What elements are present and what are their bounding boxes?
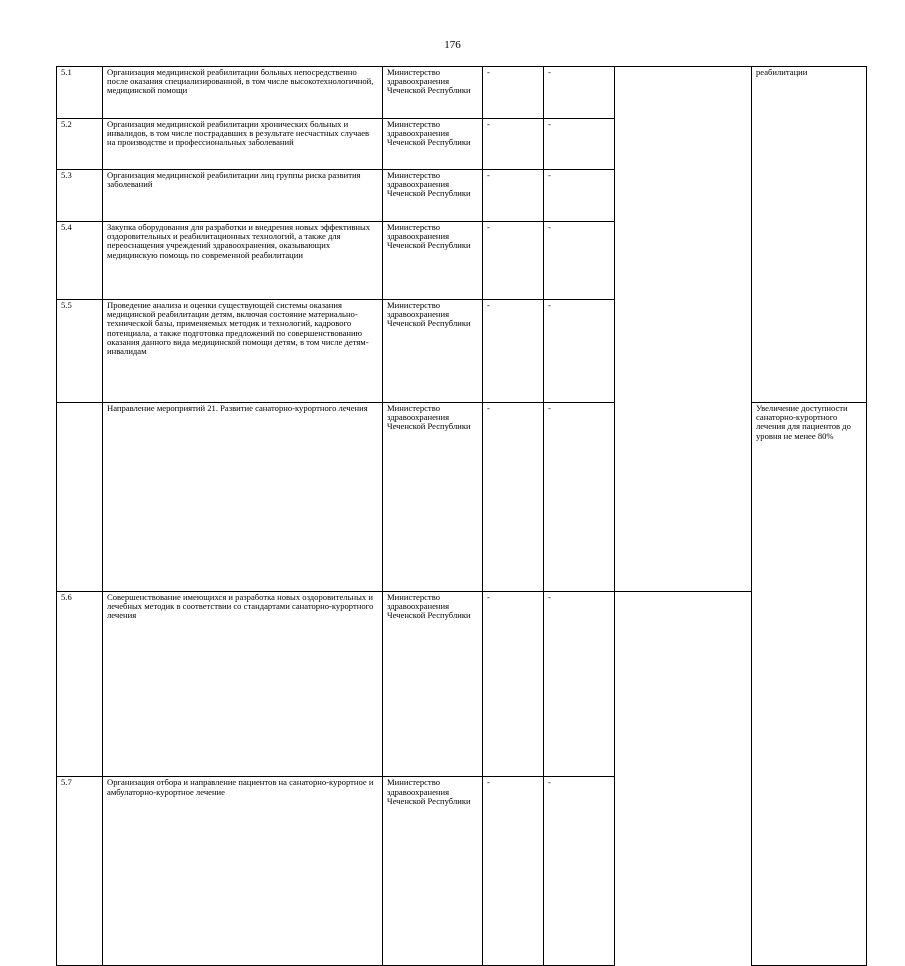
- executor: Министерство здравоохранения Чеченской Республики: [383, 300, 483, 403]
- col4-value: -: [483, 300, 544, 403]
- measure-title: Совершенствование имеющихся и разработка новых оздоровительных и лечебных методик в соответствии со стандартами санаторно-курортного лечения: [103, 592, 383, 777]
- executor: Министерство здравоохранения Чеченской Республики: [383, 67, 483, 119]
- row-number: 5.1: [57, 67, 103, 119]
- measure-title: Организация медицинской реабилитации больных непосредственно после оказания специализированной, в том числе высокотехнологичной, медицинской помощи: [103, 67, 383, 119]
- executor: Министерство здравоохранения Чеченской Республики: [383, 170, 483, 222]
- col4-value: -: [483, 403, 544, 592]
- row-number: 5.7: [57, 777, 103, 966]
- measure-title: Организация отбора и направление пациентов на санаторно-курортное и амбулаторно-курортное лечение: [103, 777, 383, 966]
- measures-table: [56, 66, 867, 966]
- measure-title: Закупка оборудования для разработки и внедрения новых эффективных оздоровительных и реабилитационных технологий, а также для переоснащения учреждений здравоохранения, оказывающих медицинскую помощь по современной реабилитации: [103, 222, 383, 300]
- row-number: 5.5: [57, 300, 103, 403]
- col5-value: -: [544, 67, 615, 119]
- executor: Министерство здравоохранения Чеченской Республики: [383, 403, 483, 592]
- col4-value: -: [483, 777, 544, 966]
- col4-value: -: [483, 170, 544, 222]
- col5-value: -: [544, 222, 615, 300]
- expected-result: [615, 67, 752, 592]
- col5-value: -: [544, 300, 615, 403]
- col4-value: -: [483, 119, 544, 170]
- expected-result: Увеличение доступности санаторно-курортного лечения для пациентов до уровня не менее 80%: [752, 403, 867, 966]
- col5-value: -: [544, 170, 615, 222]
- row-number: [57, 403, 103, 592]
- col5-value: -: [544, 119, 615, 170]
- table-row: [57, 592, 867, 777]
- col5-value: -: [544, 777, 615, 966]
- indicator-link: реабилитации: [752, 67, 867, 403]
- table-row: [57, 777, 867, 966]
- executor: Министерство здравоохранения Чеченской Республики: [383, 592, 483, 777]
- table-row: [57, 67, 867, 119]
- col5-value: -: [544, 592, 615, 777]
- col4-value: -: [483, 67, 544, 119]
- measure-title: Организация медицинской реабилитации хронических больных и инвалидов, в том числе пострадавших в результате несчастных случаев на производстве и профессиональных заболеваний: [103, 119, 383, 170]
- col5-value: -: [544, 403, 615, 592]
- row-number: 5.2: [57, 119, 103, 170]
- page-number: 176: [444, 39, 461, 51]
- row-number: 5.4: [57, 222, 103, 300]
- col4-value: -: [483, 222, 544, 300]
- row-number: 5.3: [57, 170, 103, 222]
- direction-title: Направление мероприятий 21. Развитие санаторно-курортного лечения: [103, 403, 383, 592]
- executor: Министерство здравоохранения Чеченской Республики: [383, 119, 483, 170]
- row-number: 5.6: [57, 592, 103, 777]
- measure-title: Проведение анализа и оценки существующей системы оказания медицинской реабилитации детям, включая состояние материально-технической базы, применяемых методик и технологий, кадрового потенциала, а также подготовка предложений по совершенствованию оказания данного вида медицинской помощи детям, в том числе детям-инвалидам: [103, 300, 383, 403]
- col4-value: -: [483, 592, 544, 777]
- executor: Министерство здравоохранения Чеченской Республики: [383, 222, 483, 300]
- measure-title: Организация медицинской реабилитации лиц группы риска развития заболеваний: [103, 170, 383, 222]
- executor: Министерство здравоохранения Чеченской Республики: [383, 777, 483, 966]
